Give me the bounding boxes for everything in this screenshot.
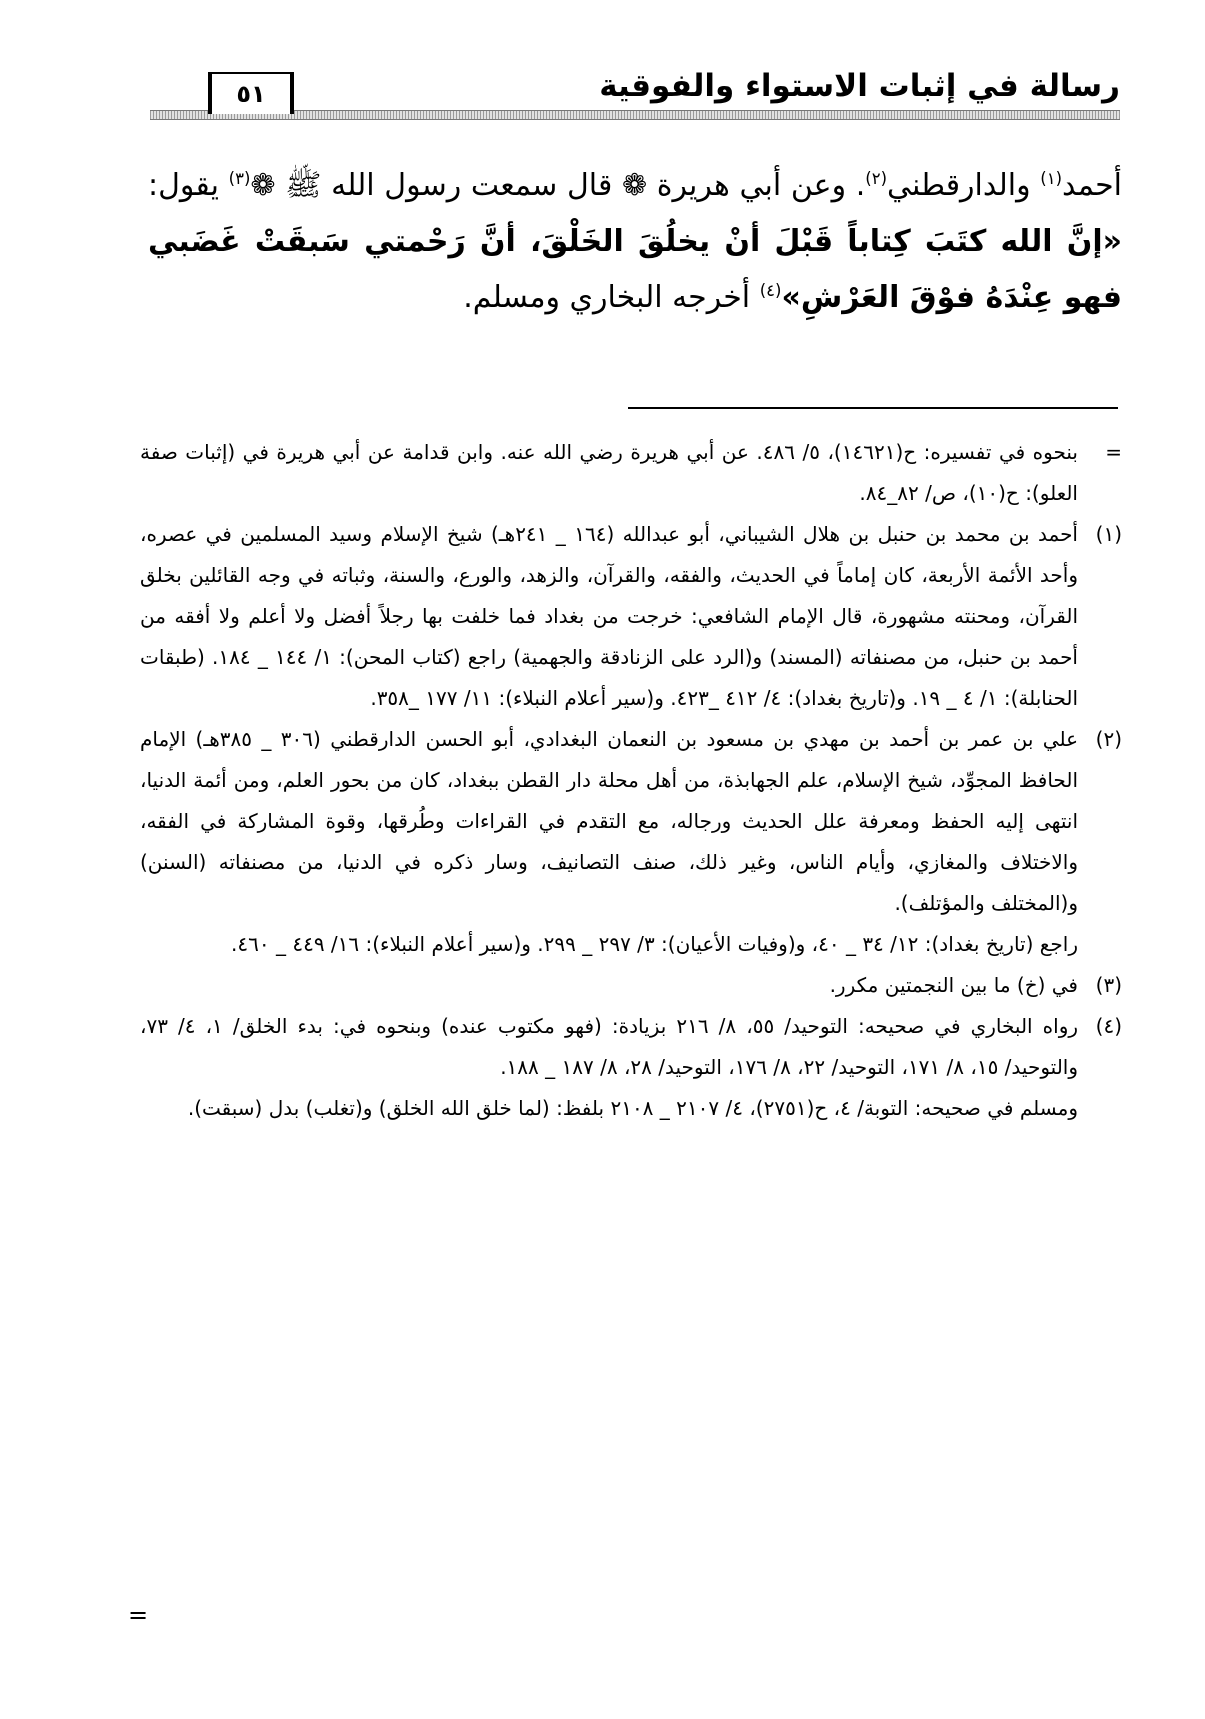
footnote-2-reference [140, 924, 1122, 965]
running-title: رسالة في إثبات الاستواء والفوقية [599, 68, 1120, 104]
footnote-number: (١) [1095, 522, 1122, 546]
footnote-number: (٤) [1095, 1014, 1122, 1038]
footnote-continuation [140, 432, 1122, 514]
main-text-segment: يقول: [148, 168, 229, 203]
footnote-3 [140, 965, 1122, 1006]
footnote-ref-2: (٢) [865, 169, 888, 188]
footnote-text: ومسلم في صحيحه: التوبة/ ٤، ح(٢٧٥١)، ٤/ ٢١٠٧ _ ٢١٠٨ بلفظ: (لما خلق الله الخلق) و(تغلب) بدل (سبقت). [187, 1096, 1078, 1120]
footnote-4 [140, 1006, 1122, 1088]
main-text-segment: أخرجه البخاري ومسلم. [463, 280, 760, 315]
hadith-quote: «إنَّ الله كتَبَ كِتاباً قَبْلَ أنْ يخلُقَ الخَلْقَ، أنَّ رَحْمتي سَبقَتْ غَضَبي فهو عِنْدَهُ فوْقَ العَرْشِ» [148, 224, 1122, 315]
footnote-1 [140, 514, 1122, 719]
main-text-segment: أحمد [1062, 168, 1123, 203]
main-text [148, 158, 1122, 326]
footnote-number: (٢) [1095, 727, 1122, 751]
page-header [150, 62, 1120, 122]
page-number: ٥١ [208, 72, 294, 114]
footnote-text: في (خ) ما بين النجمتين مكرر. [829, 973, 1078, 997]
footnote-text: أحمد بن محمد بن حنبل بن هلال الشيباني، أبو عبدالله (١٦٤ _ ٢٤١هـ) شيخ الإسلام وسيد المسلمين في عصره، وأحد الأئمة الأربعة، كان إماماً في الحديث، والفقه، والقرآن، والزهد، والورع، والسنة، وثباته في وجه القائلين بخلق القرآن، ومحنته مشهورة، قال الإمام الشافعي: خرجت من بغداد فما خلفت بها رجلاً أفضل ولا أعلم ولا أفقه من أحمد بن حنبل، من مصنفاته (المسند) و(الرد على الزنادقة والجهمية) راجع (كتاب المحن): ١/ ١٤٤ _ ١٨٤. (طبقات الحنابلة): ١/ ٤ _ ١٩. و(تاريخ بغداد): ٤/ ٤١٢ _٤٢٣. و(سير أعلام النبلاء): ١١/ ١٧٧ _٣٥٨. [140, 522, 1078, 710]
main-text-segment: . وعن أبي هريرة ❁ قال سمعت رسول الله ﷺ ❁ [250, 168, 866, 203]
footnote-text: راجع (تاريخ بغداد): ١٢/ ٣٤ _ ٤٠، و(وفيات الأعيان): ٣/ ٢٩٧ _ ٢٩٩. و(سير أعلام النبلاء): ١٦/ ٤٤٩ _ ٤٦٠. [231, 932, 1078, 956]
continues-mark: = [128, 1601, 149, 1629]
header-rule [150, 110, 1120, 120]
footnote-ref-1: (١) [1040, 169, 1063, 188]
footnote-4-muslim [140, 1088, 1122, 1129]
main-text-segment: والدارقطني [887, 168, 1041, 203]
footnote-text: بنحوه في تفسيره: ح(١٤٦٢١)، ٥/ ٤٨٦. عن أبي هريرة رضي الله عنه. وابن قدامة عن أبي هريرة في (إثبات صفة العلو): ح(١٠)، ص/ ٨٢_٨٤. [140, 440, 1078, 505]
footnotes [140, 432, 1122, 1129]
continuation-mark: = [1105, 440, 1122, 464]
footnote-ref-3: (٣) [228, 169, 251, 188]
footnote-ref-4: (٤) [759, 281, 782, 300]
footnote-text: رواه البخاري في صحيحه: التوحيد/ ٥٥، ٨/ ٢١٦ بزيادة: (فهو مكتوب عنده) وبنحوه في: بدء الخلق/ ١، ٤/ ٧٣، والتوحيد/ ١٥، ٨/ ١٧١، التوحيد/ ٢٢، ٨/ ١٧٦، التوحيد/ ٢٨، ٨/ ١٨٧ _ ١٨٨. [140, 1014, 1079, 1079]
footnote-text: علي بن عمر بن أحمد بن مهدي بن مسعود بن النعمان البغدادي، أبو الحسن الدارقطني (٣٠٦ _ ٣٨٥هـ) الإمام الحافظ المجوِّد، شيخ الإسلام، علم الجهابذة، من أهل محلة دار القطن ببغداد، كان من بحور العلم، ومن أئمة الدنيا، انتهى إليه الحفظ ومعرفة علل الحديث ورجاله، مع التقدم في القراءات وطُرقها، وقوة المشاركة في الفقه، والاختلاف والمغازي، وأيام الناس، وغير ذلك، صنف التصانيف، وسار ذكره في الدنيا، من مصنفاته (السنن) و(المختلف والمؤتلف). [140, 727, 1078, 915]
main-paragraph [148, 158, 1122, 326]
footnote-2 [140, 719, 1122, 924]
footnote-divider [628, 407, 1118, 409]
footnote-number: (٣) [1095, 973, 1122, 997]
